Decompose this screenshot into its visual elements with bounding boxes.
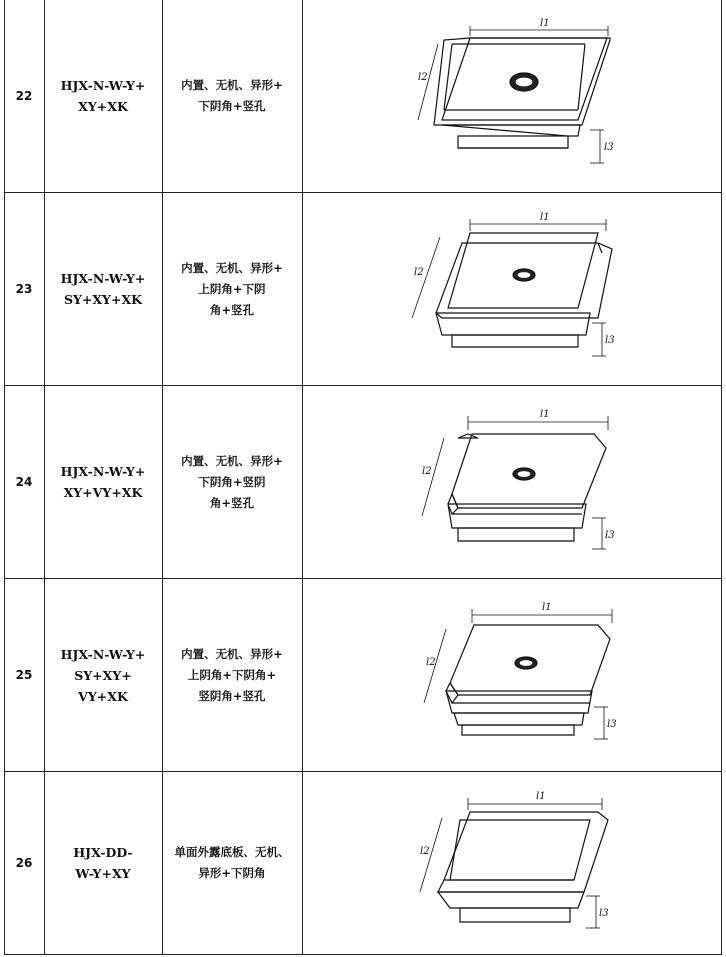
dim-label-length: l1 — [542, 601, 552, 613]
table-row — [4, 386, 722, 579]
dim-label-length: l1 — [540, 211, 550, 223]
product-figure — [302, 193, 722, 385]
dim-label-height: l3 — [607, 718, 617, 730]
product-code: HJX-N-W-Y+ XY+XK — [60, 78, 146, 114]
product-figure — [302, 579, 722, 771]
dim-label-width: l2 — [426, 656, 436, 668]
dim-label-width: l2 — [422, 465, 432, 477]
dim-label-height: l3 — [605, 529, 615, 541]
embedded-part-drawing — [302, 0, 722, 193]
product-figure — [302, 772, 722, 954]
product-code: HJX-N-W-Y+ SY+XY+ VY+XK — [60, 646, 146, 704]
product-description: 内置、无机、异形+ 上阴角+下阴角+ 竖阴角+竖孔 — [181, 646, 283, 703]
row-number: 23 — [15, 282, 33, 296]
embedded-part-drawing — [302, 193, 722, 386]
table-row — [4, 579, 722, 772]
product-description: 内置、无机、异形+ 下阴角+竖孔 — [181, 78, 283, 113]
embedded-part-drawing — [302, 772, 722, 955]
dim-label-length: l1 — [540, 17, 550, 29]
dim-label-height: l3 — [604, 141, 614, 153]
dim-label-height: l3 — [599, 907, 609, 919]
row-number: 26 — [15, 856, 33, 870]
dim-label-height: l3 — [605, 334, 615, 346]
product-code: HJX-N-W-Y+ XY+VY+XK — [60, 464, 146, 500]
product-description: 内置、无机、异形+ 上阴角+下阴 角+竖孔 — [181, 260, 283, 317]
product-code: HJX-DD- W-Y+XY — [73, 845, 133, 881]
dim-label-length: l1 — [540, 408, 550, 420]
product-figure — [302, 386, 722, 578]
dim-label-length: l1 — [536, 790, 546, 802]
spec-table — [4, 0, 722, 955]
row-number: 22 — [15, 89, 33, 103]
table-row — [4, 772, 722, 955]
product-code: HJX-N-W-Y+ SY+XY+XK — [60, 271, 146, 307]
product-figure — [302, 0, 722, 192]
product-description: 内置、无机、异形+ 下阴角+竖阴 角+竖孔 — [181, 453, 283, 510]
table-row — [4, 0, 722, 193]
embedded-part-drawing — [302, 386, 722, 579]
row-number: 25 — [15, 668, 33, 682]
row-number: 24 — [15, 475, 33, 489]
product-description: 单面外露底板、无机、 异形+下阴角 — [174, 845, 290, 880]
dim-label-width: l2 — [420, 845, 430, 857]
embedded-part-drawing — [302, 579, 722, 772]
dim-label-width: l2 — [418, 71, 428, 83]
dim-label-width: l2 — [414, 266, 424, 278]
table-row — [4, 193, 722, 386]
